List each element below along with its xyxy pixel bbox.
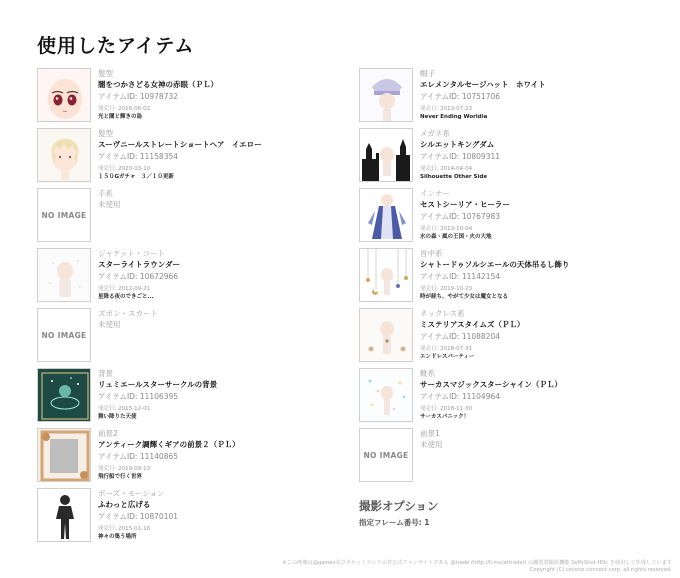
- item-id: アイテムID: 11140865: [98, 452, 179, 461]
- item-thumbnail[interactable]: [37, 128, 91, 182]
- frame-number-label: 指定フレーム番号: 1: [359, 518, 430, 527]
- item-gacha-name: 星降る夜のできごと...: [98, 294, 154, 300]
- item-release-date: 発売日: 2014-04-04: [420, 166, 473, 172]
- no-image-label: NO IMAGE: [41, 210, 87, 220]
- right-item-column: [359, 68, 659, 488]
- item-release-date: 発売日: 2015-01-16: [98, 526, 151, 532]
- item-id: アイテムID: 11142154: [420, 272, 501, 281]
- item-gacha-name: 時が経ち、やがて少女は魔女となる: [420, 294, 509, 300]
- no-image-placeholder: [359, 428, 413, 482]
- celestial-ornament-thumbnail: [360, 249, 413, 302]
- item-id: アイテムID: 10751706: [420, 92, 501, 101]
- item-category: ズボン・スカート: [98, 309, 158, 318]
- item-category: 靴系: [420, 369, 435, 378]
- sage-hat-thumbnail: [360, 69, 413, 122]
- item-thumbnail[interactable]: [37, 68, 91, 122]
- healer-outfit-thumbnail: [360, 189, 413, 242]
- left-item-column: [37, 68, 337, 548]
- no-image-label: NO IMAGE: [41, 330, 87, 340]
- item-name: スーヴニールストレートショートヘア イエロー: [98, 140, 262, 149]
- item-head-accessory[interactable]: [359, 248, 659, 308]
- item-gacha-name: エンドレスパーティー: [420, 354, 475, 360]
- item-gacha-name: 神々の集う場所: [98, 534, 137, 540]
- short-hair-thumbnail: [38, 129, 91, 182]
- item-release-date: 発売日: 2019-09-13: [98, 466, 151, 472]
- jacket-thumbnail: [38, 249, 91, 302]
- item-id: アイテムID: 10767983: [420, 212, 501, 221]
- item-thumbnail[interactable]: [37, 428, 91, 482]
- item-release-date: 発売日: 2016-06-02: [98, 106, 151, 112]
- item-id: アイテムID: 10809311: [420, 152, 501, 161]
- item-thumbnail[interactable]: [37, 488, 91, 542]
- item-id: アイテムID: 10672966: [98, 272, 179, 281]
- item-unused-label: 未使用: [98, 320, 121, 329]
- necklace-thumbnail: [360, 309, 413, 362]
- item-inner[interactable]: [359, 188, 659, 248]
- item-unused-label: 未使用: [420, 440, 443, 449]
- item-category: メガネ系: [420, 129, 450, 138]
- item-id: アイテムID: 11088204: [420, 332, 501, 341]
- item-release-date: 発売日: 2018-07-31: [420, 346, 473, 352]
- item-gacha-name: １５０Gガチャ ３／１０更新: [98, 174, 174, 180]
- no-image-label: NO IMAGE: [363, 450, 409, 460]
- item-category: ジャケット・コート: [98, 249, 165, 258]
- item-category: 前景1: [420, 429, 440, 438]
- item-category: 背景: [98, 369, 113, 378]
- item-category: 髪型: [98, 129, 113, 138]
- item-category: ネックレス系: [420, 309, 465, 318]
- item-id: アイテムID: 11104964: [420, 392, 501, 401]
- item-thumbnail[interactable]: [359, 188, 413, 242]
- item-shoes[interactable]: [359, 368, 659, 428]
- page-title: 使用したアイテム: [37, 35, 195, 57]
- silhouette-kingdom-thumbnail: [360, 129, 413, 182]
- item-release-date: 発売日: 2013-07-23: [420, 106, 473, 112]
- item-thumbnail[interactable]: [359, 68, 413, 122]
- footer-disclaimer: ※この画像は@games及びポケットランドの非公式ファンサイトである @trade (http://li.mu/attrade/) の鑑賞賞撮影機能 SelfyShot HDc を使用して作成しています: [282, 560, 672, 566]
- item-release-date: 発売日: 2020-03-10: [98, 166, 151, 172]
- item-gacha-name: 光と闇と輝きの島: [98, 114, 143, 120]
- item-category: 前景2: [98, 429, 118, 438]
- item-category: インナー: [420, 189, 450, 198]
- shooting-options-title: 撮影オプション: [359, 499, 439, 513]
- item-id: アイテムID: 11158354: [98, 152, 179, 161]
- item-hand: [37, 188, 337, 248]
- item-name: スターライトラウンダー: [98, 260, 180, 269]
- item-thumbnail[interactable]: [37, 248, 91, 302]
- item-gacha-name: 水の森・風の王国・火の大地: [420, 234, 492, 240]
- item-category: 髪型: [98, 69, 113, 78]
- item-glasses[interactable]: [359, 128, 659, 188]
- item-thumbnail[interactable]: [359, 308, 413, 362]
- footer-copyright: Copyright (C) cocone connect corp. all rights reserved.: [529, 567, 672, 573]
- item-name: セストシーリア・ヒーラー: [420, 200, 510, 209]
- no-image-placeholder: [37, 308, 91, 362]
- item-category: 帽子: [420, 69, 435, 78]
- item-bottoms: [37, 308, 337, 368]
- item-gacha-name: Silhouette Other Side: [420, 174, 488, 180]
- item-thumbnail[interactable]: [359, 368, 413, 422]
- circus-star-shoes-thumbnail: [360, 369, 413, 422]
- gear-foreground-thumbnail: [38, 429, 91, 482]
- item-name: サーカスマジックスターシャイン（ＰＬ）: [420, 380, 562, 389]
- item-pose-motion[interactable]: [37, 488, 337, 548]
- shooting-options: [359, 498, 438, 530]
- no-image-placeholder: [37, 188, 91, 242]
- item-unused-label: 未使用: [98, 200, 121, 209]
- item-category: ポーズ・モーション: [98, 489, 165, 498]
- item-background[interactable]: [37, 368, 337, 428]
- item-gacha-name: サーカスパニック！: [420, 414, 470, 420]
- item-hairstyle-short[interactable]: [37, 128, 337, 188]
- item-name: ふわっと広げる: [98, 500, 151, 509]
- face-eyes-thumbnail: [38, 69, 91, 122]
- item-foreground1: [359, 428, 659, 488]
- item-name: リュミエールスターサークルの背景: [98, 380, 218, 389]
- item-release-date: 発売日: 2013-10-04: [420, 226, 473, 232]
- item-foreground2[interactable]: [37, 428, 337, 488]
- item-gacha-name: 飛行船で行く世界: [98, 474, 143, 480]
- item-thumbnail[interactable]: [359, 128, 413, 182]
- item-gacha-name: 舞い降りた天使: [98, 414, 137, 420]
- item-gacha-name: Never Ending Worldia: [420, 114, 488, 120]
- item-release-date: 発売日: 2015-12-01: [98, 406, 151, 412]
- item-necklace[interactable]: [359, 308, 659, 368]
- item-name: シルエットキングダム: [420, 140, 495, 149]
- item-category: 手系: [98, 189, 113, 198]
- item-name: シャトードゥソルシエールの天体吊るし飾り: [420, 260, 570, 269]
- star-circle-background-thumbnail: [38, 369, 91, 422]
- item-name: 闇をつかさどる女神の赤眼（ＰＬ）: [98, 80, 218, 89]
- item-release-date: 発売日: 2018-11-30: [420, 406, 473, 412]
- item-category: 首中系: [420, 249, 443, 258]
- item-jacket[interactable]: [37, 248, 337, 308]
- item-id: アイテムID: 10978732: [98, 92, 179, 101]
- item-name: ミステリアスタイムズ（ＰＬ）: [420, 320, 525, 329]
- item-name: アンティーク調輝くギアの前景２（ＰＬ）: [98, 440, 240, 449]
- item-name: エレメンタルセージハット ホワイト: [420, 80, 546, 89]
- item-id: アイテムID: 10870101: [98, 512, 179, 521]
- item-thumbnail[interactable]: [37, 368, 91, 422]
- item-thumbnail[interactable]: [359, 248, 413, 302]
- item-release-date: 発売日: 2019-10-23: [420, 286, 473, 292]
- pose-silhouette-thumbnail: [38, 489, 91, 542]
- item-hat[interactable]: [359, 68, 659, 128]
- item-id: アイテムID: 11106395: [98, 392, 179, 401]
- item-hairstyle-eyes[interactable]: [37, 68, 337, 128]
- footer-notice: [282, 560, 672, 574]
- item-release-date: 発売日: 2012-09-21: [98, 286, 151, 292]
